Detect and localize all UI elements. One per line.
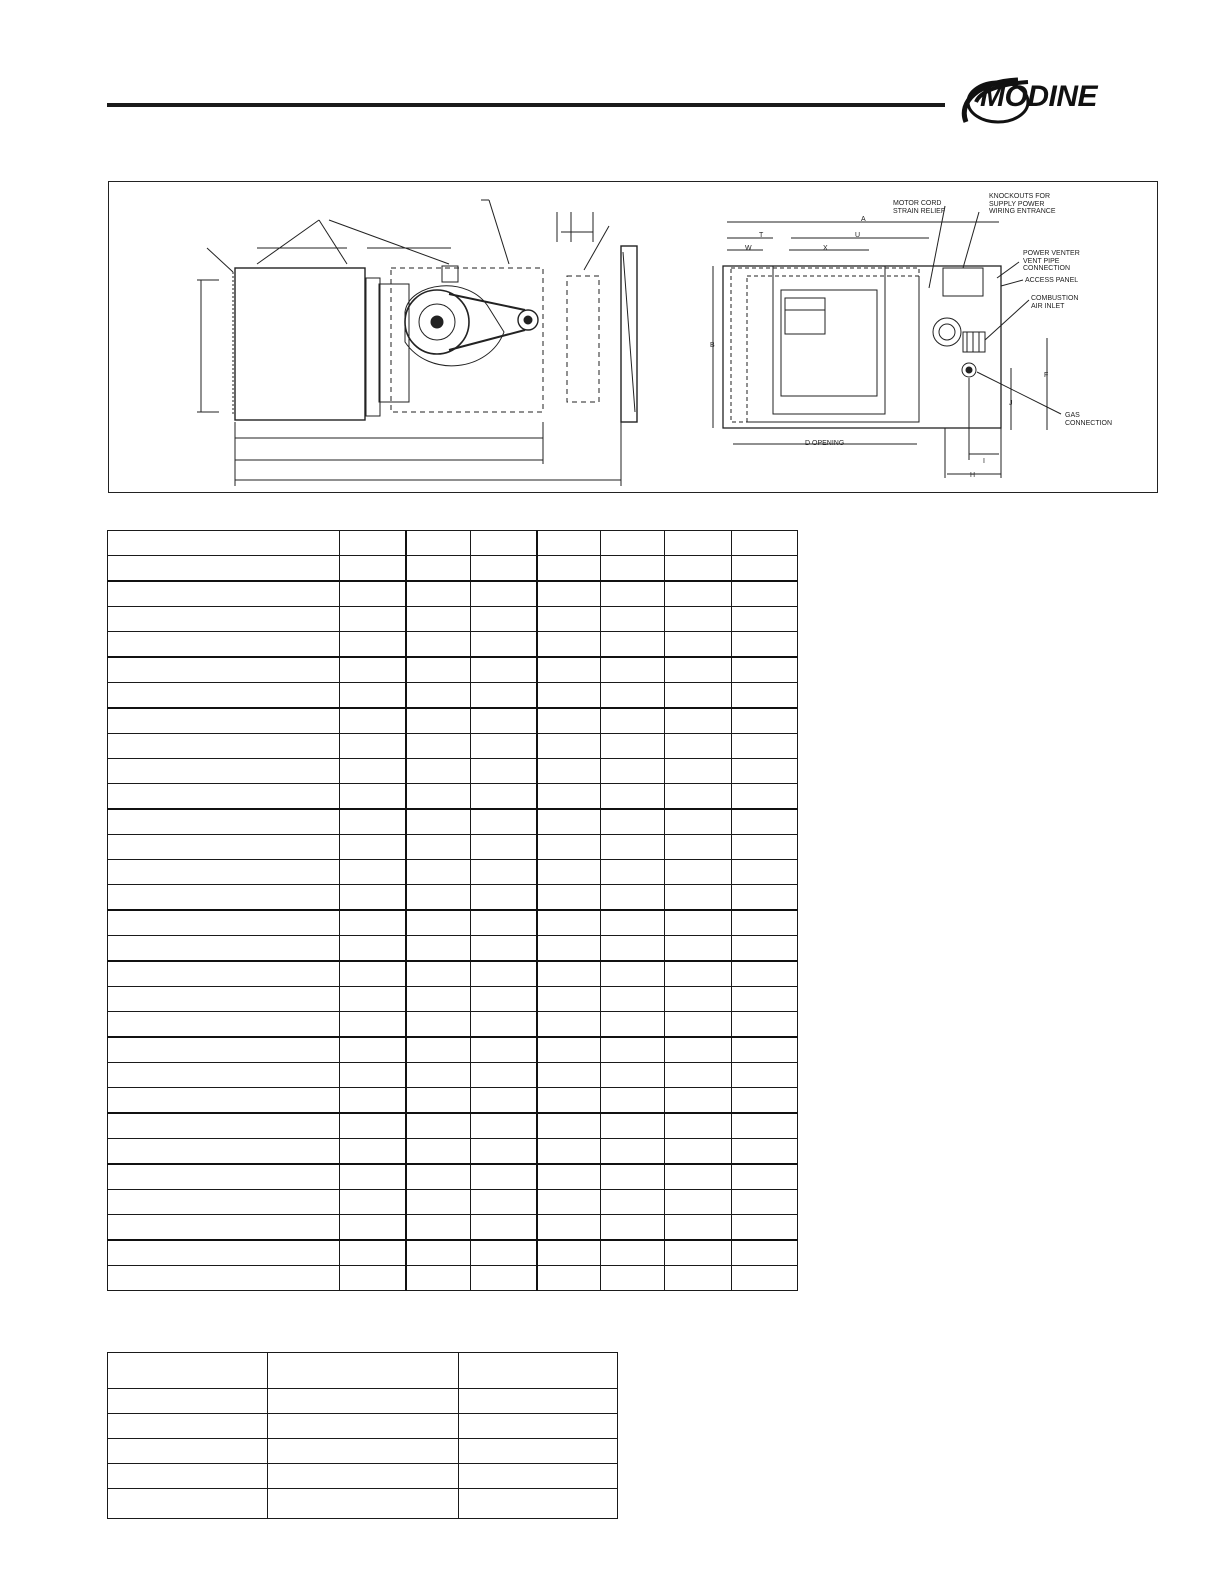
- secondary-table-body: [108, 1353, 618, 1519]
- table-row: [108, 1113, 798, 1139]
- table-row: [108, 809, 798, 835]
- table-row: [108, 1389, 618, 1414]
- table-row: [108, 1464, 618, 1489]
- table-row: [108, 936, 798, 962]
- access-panel-callout: ACCESS PANEL: [1025, 277, 1079, 284]
- table-row: [108, 784, 798, 810]
- dim-x-label: X: [823, 245, 828, 252]
- dim-b-label: B: [710, 342, 715, 349]
- table-row: [108, 759, 798, 784]
- logo-wordmark: MODINE: [980, 80, 1097, 113]
- dim-f-label: F: [1044, 372, 1049, 379]
- dim-h-label: H: [970, 472, 976, 479]
- motor-cord-callout: MOTOR CORD STRAIN RELIEF: [893, 200, 946, 215]
- table-row: [108, 734, 798, 759]
- dim-u-label: U: [855, 232, 861, 239]
- table-row: [108, 1037, 798, 1063]
- table-row: [108, 607, 798, 632]
- table-row: [108, 1190, 798, 1215]
- power-venter-callout: POWER VENTER VENT PIPE CONNECTION: [1023, 250, 1080, 272]
- table-row: [108, 1012, 798, 1038]
- table-row: [108, 1139, 798, 1165]
- secondary-table: [107, 1352, 618, 1519]
- table-row: [108, 581, 798, 607]
- table-row: [108, 657, 798, 683]
- table-row: [108, 835, 798, 860]
- table-row: [108, 1414, 618, 1439]
- table-row: [108, 987, 798, 1012]
- table-row: [108, 683, 798, 709]
- table-header-row: [108, 1353, 618, 1389]
- table-row: [108, 556, 798, 582]
- table-row: [108, 531, 798, 556]
- dimensions-table: [107, 530, 798, 1291]
- table-row: [108, 632, 798, 658]
- table-row: [108, 1439, 618, 1464]
- dim-i-label: I: [983, 458, 985, 465]
- table-row: [108, 1164, 798, 1190]
- dim-t-label: T: [759, 232, 764, 239]
- table-row: [108, 1266, 798, 1291]
- combustion-air-callout: COMBUSTION AIR INLET: [1031, 295, 1079, 310]
- table-row: [108, 1088, 798, 1114]
- modine-logo: [958, 72, 1168, 132]
- table-row: [108, 910, 798, 936]
- knockouts-callout: KNOCKOUTS FOR SUPPLY POWER WIRING ENTRANCE: [989, 193, 1056, 215]
- dimension-drawing-svg: [109, 182, 1159, 494]
- header-rule: [107, 103, 945, 107]
- table-row: [108, 1063, 798, 1088]
- dimensions-table-body: [108, 531, 798, 1291]
- table-row: [108, 708, 798, 734]
- table-row: [108, 961, 798, 987]
- table-row: [108, 1240, 798, 1266]
- unit-dimension-drawing: [108, 181, 1158, 493]
- table-row: [108, 1215, 798, 1241]
- table-row: [108, 1489, 618, 1519]
- d-opening-label: D OPENING: [805, 440, 845, 447]
- table-row: [108, 885, 798, 911]
- table-row: [108, 860, 798, 885]
- gas-connection-callout: GAS CONNECTION: [1065, 412, 1113, 427]
- dim-a-label: A: [861, 216, 866, 223]
- dim-j-label: J: [1009, 400, 1013, 407]
- dim-w-label: W: [745, 245, 752, 252]
